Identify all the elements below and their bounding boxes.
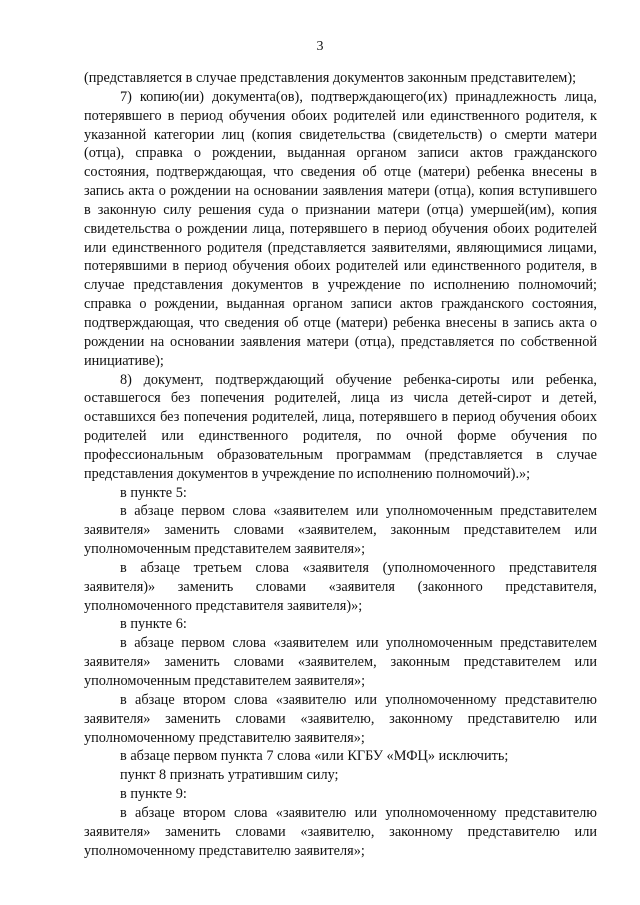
paragraph-point-6-first: в абзаце первом слова «заявителем или уполномоченным представителем заявителя» заменить словами «заявителем, законным представителем или уполномоченным представителем заявителя»;: [84, 635, 597, 689]
paragraph-continuation: (представляется в случае представления документов законным представителем);: [84, 70, 577, 86]
paragraph-point-6-second: в абзаце втором слова «заявителю или уполномоченному представителю заявителя» заменить словами «заявителю, законному представителю или уполномоченному представителю заявителя»;: [84, 691, 597, 746]
paragraph-item-8: 8) документ, подтверждающий обучение ребенка-сироты или ребенка, оставшегося без попечения родителей, лица из числа детей-сирот и детей, оставшихся без попечения родителей, лица, потерявшего в период обучения обоих родителей или единственного родителя, по очной форме обучения по профессиональным образовательным программам (представляется в случае представления документов в учреждение по исполнению полномочий).»;: [84, 371, 597, 482]
paragraph-point-7: в абзаце первом пункта 7 слова «или КГБУ «МФЦ» исключить;: [120, 748, 509, 765]
paragraph-point-8: пункт 8 признать утратившим силу;: [120, 767, 339, 784]
paragraph-point-5: в пункте 5:: [120, 484, 187, 501]
page-number: 3: [316, 39, 324, 54]
paragraph-point-9: в пункте 9:: [120, 786, 187, 803]
paragraph-item-7: 7) копию(ии) документа(ов), подтверждающего(их) принадлежность лица, потерявшего в период обучения обоих родителей или единственного родителя, к указанной категории лиц (копия свидетельства (свидетельств) о смерти матери (отца), справка о рождении, выданная органом записи актов гражданского состояния, подтверждающая, что сведения об отце (матери) ребенка внесены в запись акта о рождении на основании заявления матери (отца), копия вступившего в законную силу решения суда о признании матери (отца) умершей(им), копия свидетельства о рождении лица, потерявшего в период обучения обоих родителей или единственного родителя (представляется заявителями, являющимися лицами, потерявшими в период обучения обоих родителей или единственного родителя, в случае представления документов в учреждение по исполнению полномочий; справка о рождении, выданная органом записи актов гражданского состояния, подтверждающая, что сведения об отце (матери) ребенка внесены в запись акта о рождении на основании заявления матери (отца), представляется по собственной инициативе);: [84, 88, 597, 369]
paragraph-point-5-first: в абзаце первом слова «заявителем или уполномоченным представителем заявителя» заменить словами «заявителем, законным представителем или уполномоченным представителем заявителя»;: [84, 503, 597, 558]
document-body: [84, 69, 597, 860]
paragraph-point-6: в пункте 6:: [120, 616, 187, 633]
paragraph-point-5-third: в абзаце третьем слова «заявителя (уполномоченного представителя заявителя)» заменить словами «заявителя (законного представителя, уполномоченного представителя заявителя)»;: [84, 559, 597, 614]
paragraph-point-9-second: в абзаце втором слова «заявителю или уполномоченному представителю заявителя» заменить словами «заявителю, законному представителю или уполномоченному представителю заявителя»;: [84, 804, 597, 859]
